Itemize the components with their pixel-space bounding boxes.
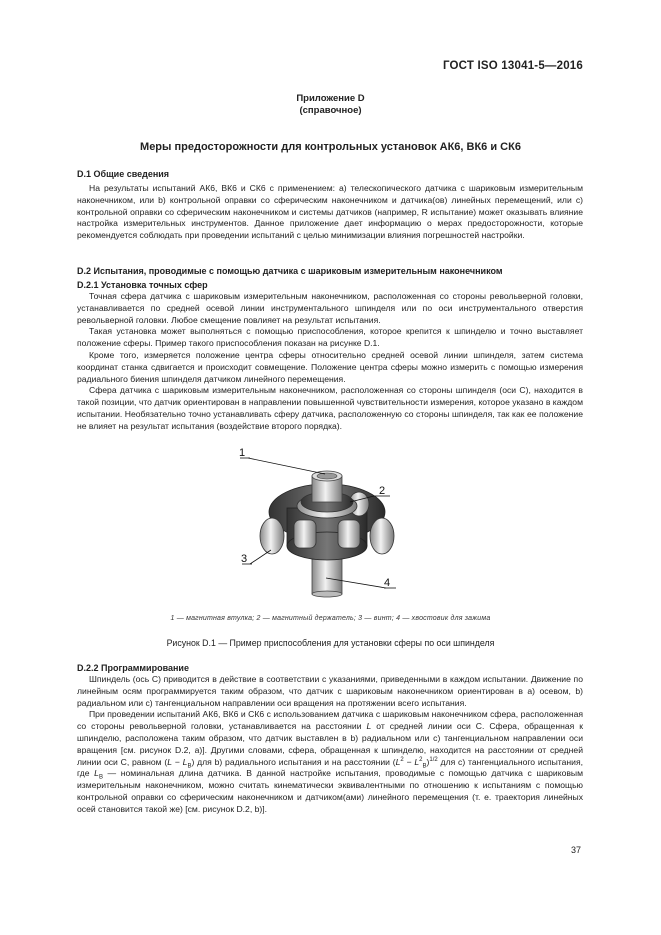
annex-type: (справочное)	[299, 105, 362, 116]
paragraph: При проведении испытаний АК6, ВК6 и СК6 с использованием датчика с шариковым наконечником сфера, расположенная со стороны револьверной головки, устанавливается на расстоянии L от средней линии оси С. Сфера, обращенная к шпинделю, расположена таким образом, что датчик выставлен в b) радиальном или с) тангенциальном направлении оси вращения [см. рисунок D.2, а)]. Другими словами, сфера, обращенная к шпинделю, находится на расстоянии от средней линии оси С, равном $(L - L_B)$ для b) радиального испытания и на расстоянии $(L^2 - L^2_B)^{1/2}$ для с) тангенциального испытания, где $L_B$ — номинальная длина датчика. В данной настройке испытания, проводимые с помощью датчика с шариковым измерительным наконечником, можно считать кинематически эквивалентными по отношению к испытаниям с помощью контрольной оправки со сферическим наконечником и датчиком(ами) линейного перемещения (т. е. траектория линейных осей становится такой же) [см. рисунок D.2, b)].	[77, 709, 584, 814]
fixture-drawing	[226, 446, 426, 606]
section-d22-text	[77, 674, 583, 816]
callout-label: 4	[384, 577, 391, 589]
paragraph: Такая установка может выполняться с помощью приспособления, которое крепится к шпинделю и точно выставляет положение сферы. Пример такого приспособления показан на рисунке D.1.	[77, 326, 583, 349]
superscript-2: 2	[400, 756, 404, 763]
text-run: При проведении испытаний АК6, ВК6 и СК6 с использованием датчика с шариковым наконечником сфера, расположенная со стороны револьверной головки, устанавливается на расстоянии	[77, 709, 583, 732]
text-run: для с) тангенциального испытания, где	[77, 756, 584, 779]
symbol-l: L	[167, 756, 173, 767]
section-heading-d22: D.2.2 Программирование	[77, 663, 189, 673]
annex-title: Приложение D	[296, 93, 365, 104]
text-run: −	[403, 756, 415, 767]
symbol-l: L	[414, 756, 420, 767]
symbol-l: L	[366, 721, 372, 732]
paragraph: Сфера датчика с шариковым измерительным наконечником, расположенная со стороны шпинделя (оси С), находится в такой позиции, что датчик ориентирован в направлении повышенной чувствительности измерения, которое указано в каждом испытании. Необязательно точно устанавливать сферу датчика, расположенную со стороны шпинделя, так как ее положение не влияет на результат испытания (воздействие второго порядка).	[77, 385, 583, 431]
symbol-l: L	[395, 756, 401, 767]
symbol-l: L	[94, 768, 99, 779]
magnetic-holder-right	[370, 518, 394, 554]
section-heading-d21: D.2.1 Установка точных сфер	[77, 280, 208, 290]
subscript-b: B	[98, 775, 103, 782]
figure-d1	[0, 446, 661, 606]
section-d21-text	[77, 291, 583, 433]
paragraph: На результаты испытаний АК6, ВК6 и СК6 с применением: а) телескопического датчика с шариковым измерительным наконечником, или b) контрольной оправки со сферическим наконечником и датчика(ов) линейных перемещений, или с) контрольной оправки со сферическим наконечником и системы датчиков (например, R испытание) может оказывать влияние настройка измерительных инструментов. Данное приложение дает информацию о мерах предосторожности, которые рекомендуется соблюдать при проведении испытаний с целью минимизации влияния погрешностей настройки.	[77, 183, 583, 241]
document-title: Меры предосторожности для контрольных установок АК6, ВК6 и СК6	[140, 141, 521, 153]
text-run: от средней линии оси С. Сфера, обращенная к шпинделю, расположена таким образом, что датчик выставлен в b) радиальном или с) тангенциальном направлении оси вращения [см. рисунок D.2, а)]. Другими словами, сфера, обращенная к шпинделю, находится на расстоянии от средней линии оси С, равном (	[77, 721, 583, 767]
section-d1-text	[77, 183, 583, 242]
superscript-half: 1/2	[429, 756, 438, 763]
text-run: — номинальная длина датчика. В данной настройке испытания, проводимые с помощью датчика с шариковым измерительным наконечником, можно считать кинематически эквивалентными по отношению к испытаниям с помощью контрольной оправки со сферическим наконечником и датчиком(ами) линейного перемещения (т. е. траектория линейных осей становится такой же) [см. рисунок D.2, b)].	[77, 768, 583, 814]
paragraph: Шпиндель (ось С) приводится в действие в соответствии с указаниями, приведенными в каждом испытании. Движение по линейным осям программируется таким образом, что датчик с шариковым наконечником ориентирован в а) осевом, b) радиальном или с) тангенциальном направлении оси вращения на протяжении всего испытания.	[77, 674, 583, 708]
symbol-l: L	[182, 756, 188, 767]
subscript-b: B	[187, 763, 192, 770]
callout-label: 1	[239, 447, 246, 459]
section-heading-d1: D.1 Общие сведения	[77, 169, 170, 179]
figure-caption: Рисунок D.1 — Пример приспособления для установки сферы по оси шпинделя	[166, 638, 495, 648]
paragraph: Кроме того, измеряется положение центра сферы относительно средней осевой линии шпинделя, затем система координат станка сдвигается и происходит совмещение. Положение центра сферы можно измерить с помощью измерения радиального биения шпинделя датчиком линейного перемещения.	[77, 349, 583, 384]
figure-legend: 1 — магнитная втулка; 2 — магнитный держатель; 3 — винт; 4 — хвостовик для зажима	[170, 615, 491, 622]
callout-label: 3	[241, 553, 248, 565]
superscript-2: 2	[419, 756, 423, 763]
section-heading-d2: D.2 Испытания, проводимые с помощью датчика с шариковым измерительным наконечником	[77, 266, 503, 276]
magnetic-holder-left	[260, 518, 284, 554]
page-number: 37	[570, 845, 581, 855]
callout-label: 2	[379, 485, 386, 497]
text-run: −	[172, 756, 183, 767]
standard-header: ГОСТ ISO 13041-5—2016	[442, 60, 583, 72]
paragraph: Точная сфера датчика с шариковым измерительным наконечником, расположенная со стороны револьверной головки, устанавливается по средней осевой линии инструментального шпинделя или по оси инструментального отверстия револьверной головки. Любое смещение повлияет на результат испытания.	[77, 291, 583, 325]
text-run: ) для b) радиального испытания и на расстоянии (	[191, 756, 396, 767]
subscript-b: B	[422, 763, 427, 770]
